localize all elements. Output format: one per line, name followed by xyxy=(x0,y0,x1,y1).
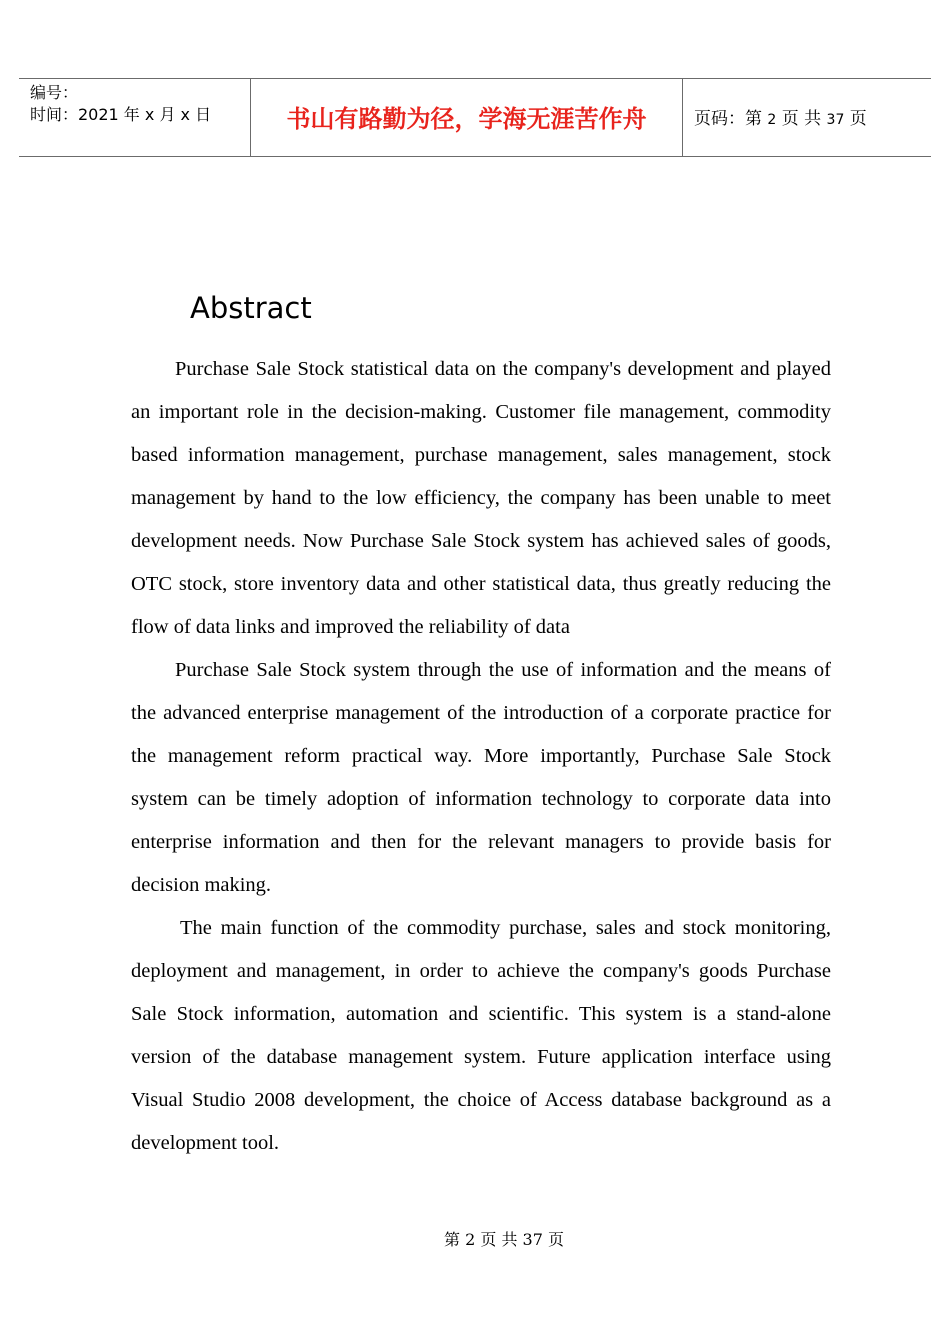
page-code xyxy=(694,108,867,131)
abstract-paragraph: The main function of the commodity purchase, sales and stock monitoring, deployment and management, in order to achieve the company's goods Purchase Sale Stock information, automation and scientific. This system is a stand-alone version of the database management system. Future application interface using Visual Studio 2008 development, the choice of Access database background as a development tool. xyxy=(131,917,831,1154)
page-code-total: 37 xyxy=(826,112,845,128)
serial-number-label: 编号： xyxy=(30,83,79,102)
motto-text: 书山有路勤为径，学海无涯苦作舟 xyxy=(286,105,647,133)
header-pagecode-cell xyxy=(683,79,931,156)
page-header xyxy=(19,78,931,157)
page-footer: 第 2 页 共 37 页 xyxy=(444,1230,564,1249)
page-code-mid: 页 共 xyxy=(776,109,827,129)
page-code-suffix: 页 xyxy=(844,109,867,129)
abstract-body xyxy=(131,348,831,1165)
page-code-prefix: 页码：第 xyxy=(694,109,768,129)
header-motto-cell xyxy=(251,79,683,156)
abstract-title: Abstract xyxy=(190,291,312,325)
header-meta-cell xyxy=(19,79,251,156)
abstract-paragraph: Purchase Sale Stock statistical data on the company's development and played an important role in the decision-making. Customer file management, commodity based information management, purchase management, sales management, stock management by hand to the low efficiency, the company has been unable to meet development needs. Now Purchase Sale Stock system has achieved sales of goods, OTC stock, store inventory data and other statistical data, thus greatly reducing the flow of data links and improved the reliability of data xyxy=(131,358,831,638)
date-label: 时间：2021 年 x 月 x 日 xyxy=(30,105,212,124)
page-code-current: 2 xyxy=(767,112,777,128)
abstract-paragraph: Purchase Sale Stock system through the use of information and the means of the advanced enterprise management of the introduction of a corporate practice for the management reform practical way. More importantly, Purchase Sale Stock system can be timely adoption of information technology to corporate data into enterprise information and then for the relevant managers to provide basis for decision making. xyxy=(131,659,831,896)
